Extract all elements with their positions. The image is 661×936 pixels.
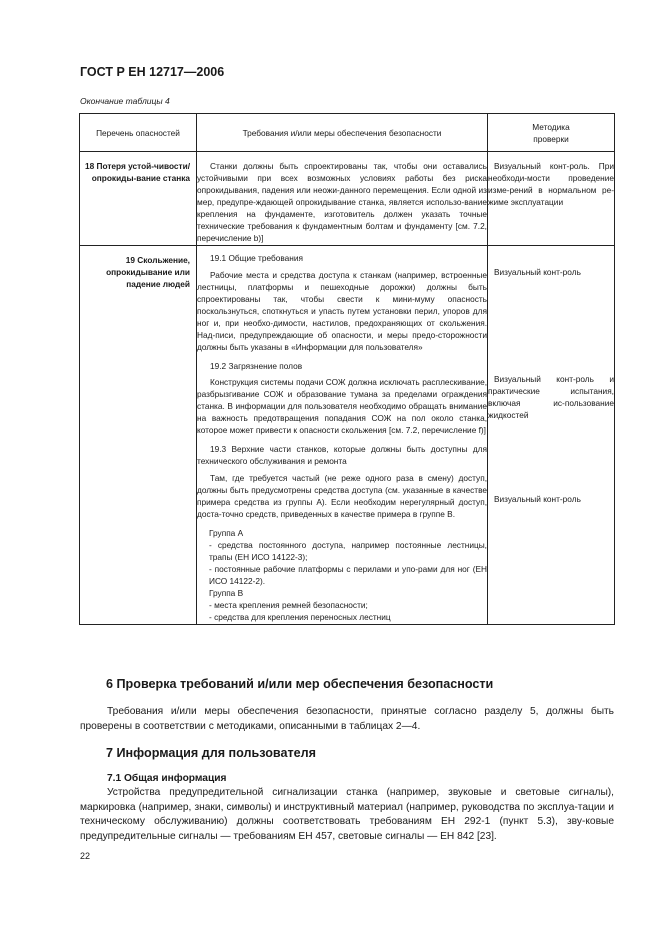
group-a-item: - постоянные рабочие платформы с перилами и упо-рами для ног (ЕН ИСО 14122-2). — [209, 564, 487, 586]
table-row — [80, 246, 615, 625]
table-caption: Окончание таблицы 4 — [80, 96, 170, 106]
subsection-19-1-text: Рабочие места и средства доступа к станкам (например, встроенные лестницы, платформы и пешеходные дорожки) должны быть спроектированы так, чтобы свести к мини-муму опасность поскользнуться, споткнуться и упасть путем установки перил, упоров для ног и, при необхо-димости, настилов, предохраняющих от скольжения. Над-писи, предупреждающие об опасности, и меры предо-сторожности должны быть указаны в «Информации для пользователя» — [197, 270, 487, 352]
column-header-hazards: Перечень опасностей — [80, 114, 197, 152]
method-19-3: Визуальный конт-роль — [494, 494, 581, 504]
subsection-19-3-title: 19.3 Верхние части станков, которые должны быть доступны для технического обслуживания и ремонта — [197, 444, 487, 466]
group-b-label: Группа В — [209, 588, 244, 598]
column-header-method — [488, 114, 615, 152]
section-7-1-title: 7.1 Общая информация — [107, 773, 227, 784]
group-a-item: - средства постоянного доступа, например постоянные лестницы, трапы (ЕН ИСО 14122-3); — [209, 540, 487, 562]
table-header-row — [80, 114, 615, 152]
hazard-19: 19 Скольжение, опрокидывание или падение людей — [106, 255, 190, 289]
document-header: ГОСТ Р ЕН 12717—2006 — [80, 65, 225, 79]
group-b-item: - места крепления ремней безопасности; — [209, 600, 368, 610]
page-number: 22 — [80, 851, 91, 861]
section-7-title: 7 Информация для пользователя — [106, 746, 317, 760]
section-7-1-text: Устройства предупредительной сигнализации станка (например, звуковые и световые сигналы), маркировка (например, знаки, символы) и инструктивный материал (например, руководства по эксплуа-тации и техническому обслуживанию) должны соответствовать требованиям ЕН 292-1 (пункт 5.3), зву-ковые предупредительные сигналы — требованиям ЕН 457, световые сигналы — ЕН 842 [23]. — [80, 787, 614, 842]
subsection-19-1-title: 19.1 Общие требования — [210, 253, 303, 263]
method-19-1: Визуальный конт-роль — [494, 267, 581, 277]
method-19-2: Визуальный конт-роль и практические испытания, включая ис-пользование жидкостей — [488, 374, 614, 420]
column-header-method-label: Методика проверки — [532, 121, 570, 144]
column-header-requirements: Требования и/или меры обеспечения безопасности — [197, 114, 488, 152]
subsection-19-2-title: 19.2 Загрязнение полов — [210, 361, 303, 371]
section-6-text: Требования и/или меры обеспечения безопасности, принятые согласно разделу 5, должны быть проверены в соответствии с методиками, описанными в таблицах 2—4. — [80, 706, 614, 732]
section-6-title: 6 Проверка требований и/или мер обеспечения безопасности — [106, 677, 494, 691]
hazard-18: 18 Потеря устой-чивости/опрокиды-вание станка — [85, 161, 190, 183]
group-a-label: Группа А — [209, 528, 244, 538]
subsection-19-3-text: Там, где требуется частый (не реже одного раза в смену) доступ, должны быть предусмотрены средства доступа (см. указанные в качестве примера средства из группы А). Если необходим нерегулярный доступ, доста-точно средств, приведенных в качестве примера в группе В. — [197, 473, 487, 519]
group-b-item: - средства для крепления переносных лестниц — [209, 612, 391, 622]
subsection-19-2-text: Конструкция системы подачи СОЖ должна исключать расплескивание, разбрызгивание СОЖ и образование тумана за пределами ограждения станка. В информации для пользователя необходимо обращать внимание на важность предотвращения попадания СОЖ на пол около станка, которое может привести к опасности скольжения [см. 7.2, перечисление f)] — [197, 377, 487, 435]
table-row — [80, 152, 615, 246]
method-18: Визуальный конт-роль. При необходи-мости проведение изме-рений в нормальном ре-жиме эксплуатации — [488, 161, 614, 207]
requirement-18: Станки должны быть спроектированы так, чтобы они оставались устойчивыми при всех возможных условиях работы без риска опрокидывания, падения или неожи-данного перемещения. Если одной из мер, предупре-ждающей опрокидывание станка, является использо-вание крепления на фундаменте, изготовитель должен указать точные технические требования к фундаментным болтам и фундаменту [см. 7.2, перечисление b)] — [197, 161, 487, 243]
hazards-table — [79, 113, 615, 625]
